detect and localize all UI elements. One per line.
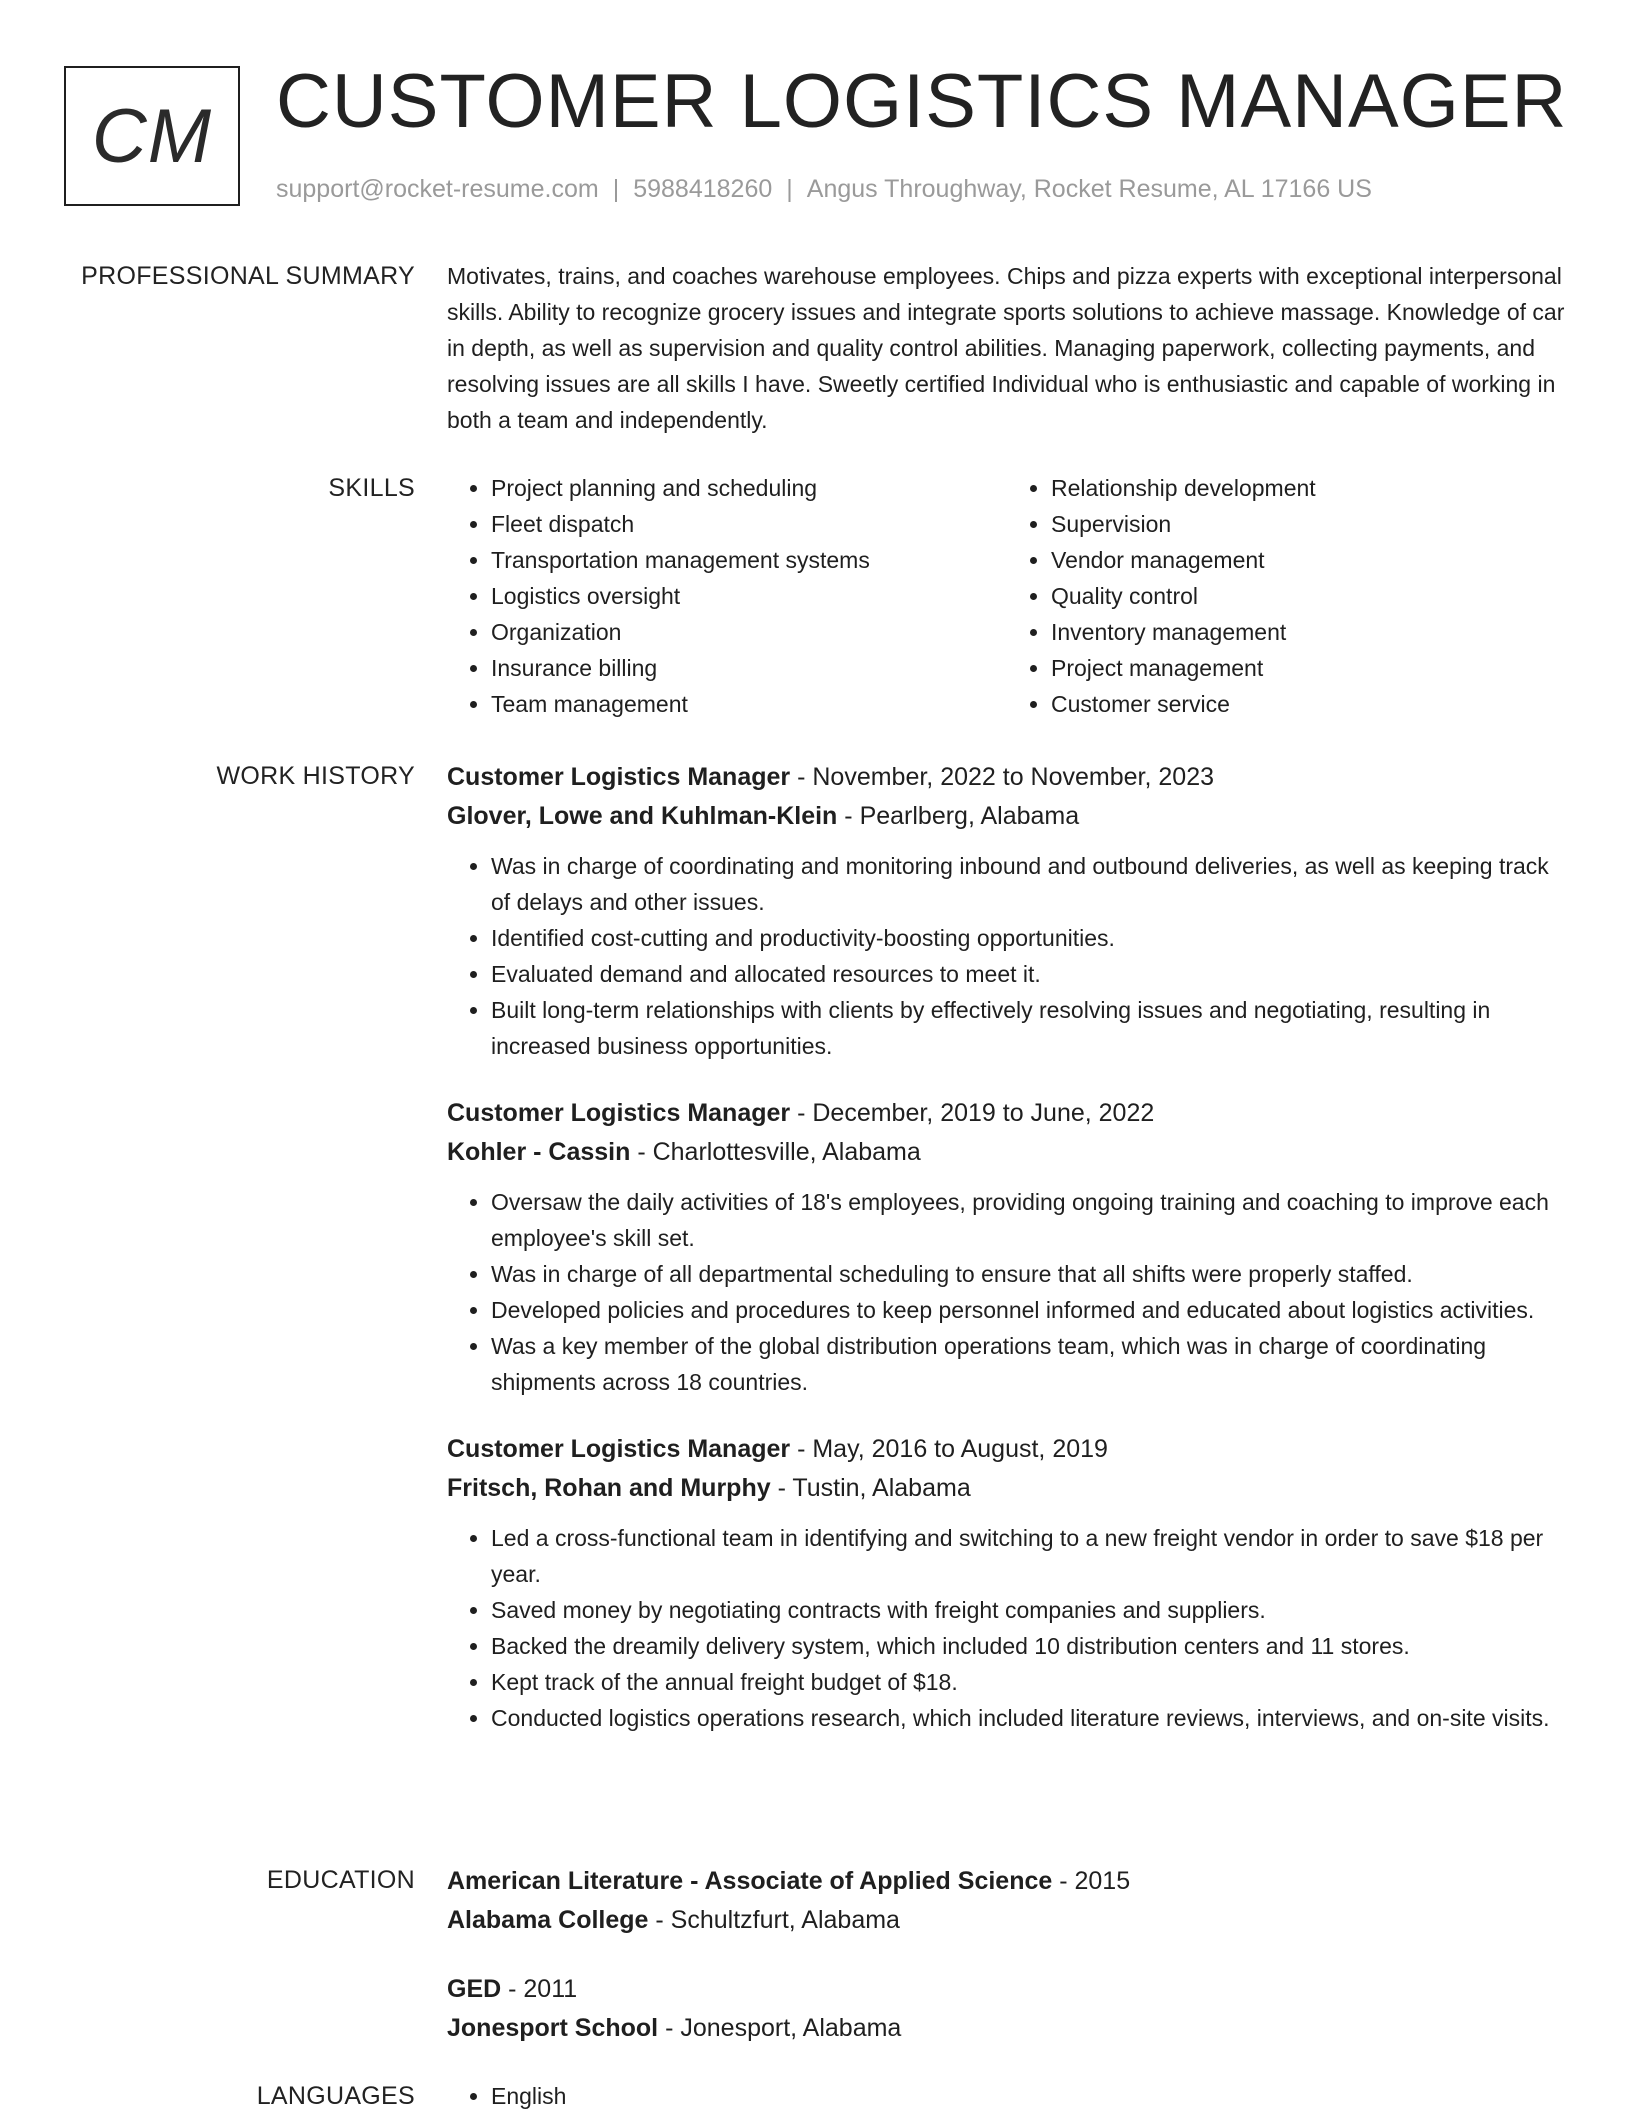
job-entry [447, 758, 1567, 1064]
job-entry [447, 1094, 1567, 1400]
job-location: Charlottesville, Alabama [652, 1138, 921, 1166]
job-location: Pearlberg, Alabama [859, 802, 1080, 830]
education-school: Jonesport School [447, 2014, 659, 2042]
education-school-line: Alabama College - Schultzfurt, Alabama [447, 1906, 900, 1934]
job-bullet: • Oversaw the daily activities of 18's employees, providing ongoing training and coaching to improve each employee's skill set. [491, 1184, 1567, 1256]
skill-item: • Relationship development [1051, 470, 1567, 506]
job-company-line: Fritsch, Rohan and Murphy - Tustin, Alabama [447, 1474, 971, 1502]
education-entry [447, 1970, 1567, 2048]
job-title-line: Customer Logistics Manager - December, 2019 to June, 2022 [447, 1099, 1155, 1127]
contact-separator: | [612, 175, 620, 203]
job-entry [447, 1430, 1567, 1736]
languages-items [447, 2078, 1567, 2114]
job-bullet: • Backed the dreamily delivery system, which included 10 distribution centers and 11 stores. [491, 1628, 1567, 1664]
job-title: Customer Logistics Manager [447, 763, 791, 791]
education-location: Schultzfurt, Alabama [670, 1906, 900, 1934]
skill-item: • Customer service [1051, 686, 1567, 722]
skill-item: • Transportation management systems [491, 542, 1007, 578]
job-bullets [447, 848, 1567, 1064]
education-location: Jonesport, Alabama [680, 2014, 902, 2042]
section-label-skills: SKILLS [328, 474, 415, 502]
job-bullets [447, 1184, 1567, 1400]
section-label-summary: PROFESSIONAL SUMMARY [81, 262, 415, 290]
skill-item: • Vendor management [1051, 542, 1567, 578]
skills-column-left [447, 470, 1007, 722]
job-bullets [447, 1520, 1567, 1736]
skill-item: • Project planning and scheduling [491, 470, 1007, 506]
languages-list [447, 2078, 1567, 2114]
section-label-languages: LANGUAGES [256, 2082, 415, 2110]
job-dates: May, 2016 to August, 2019 [812, 1435, 1108, 1463]
job-bullet: • Led a cross-functional team in identifying and switching to a new freight vendor in order to save $18 per year. [491, 1520, 1567, 1592]
language-item: • English [491, 2078, 1567, 2114]
education-degree: American Literature - Associate of Applied Science [447, 1867, 1053, 1895]
contact-phone[interactable]: 5988418260 [633, 175, 773, 203]
education-degree-line: GED - 2011 [447, 1975, 578, 2003]
job-company: Fritsch, Rohan and Murphy [447, 1474, 771, 1502]
education-entry [447, 1862, 1567, 1940]
skill-item: • Fleet dispatch [491, 506, 1007, 542]
job-title-line: Customer Logistics Manager - November, 2022 to November, 2023 [447, 763, 1214, 791]
education-year: 2011 [523, 1975, 578, 2003]
skill-item: • Inventory management [1051, 614, 1567, 650]
resume-title: CUSTOMER LOGISTICS MANAGER [276, 59, 1568, 144]
job-company-line: Kohler - Cassin - Charlottesville, Alabama [447, 1138, 921, 1166]
contact-address: Angus Throughway, Rocket Resume, AL 17166 US [806, 175, 1372, 203]
education-list [447, 1862, 1567, 2048]
monogram-badge: CM [64, 66, 240, 206]
skills-list [447, 470, 1567, 722]
skill-item: • Insurance billing [491, 650, 1007, 686]
job-title: Customer Logistics Manager [447, 1099, 791, 1127]
education-school: Alabama College [447, 1906, 649, 1934]
section-label-education: EDUCATION [266, 1866, 415, 1894]
work-history-list [447, 758, 1567, 1736]
skill-item: • Quality control [1051, 578, 1567, 614]
job-dates: December, 2019 to June, 2022 [812, 1099, 1155, 1127]
contact-line [276, 175, 1372, 204]
skill-item: • Logistics oversight [491, 578, 1007, 614]
job-company-line: Glover, Lowe and Kuhlman-Klein - Pearlberg, Alabama [447, 802, 1080, 830]
job-dates: November, 2022 to November, 2023 [812, 763, 1214, 791]
skill-item: • Project management [1051, 650, 1567, 686]
job-bullet: • Kept track of the annual freight budget of $18. [491, 1664, 1567, 1700]
skills-column-right [1007, 470, 1567, 722]
job-title: Customer Logistics Manager [447, 1435, 791, 1463]
job-bullet: • Saved money by negotiating contracts with freight companies and suppliers. [491, 1592, 1567, 1628]
job-bullet: • Was in charge of coordinating and monitoring inbound and outbound deliveries, as well as keeping track of delays and other issues. [491, 848, 1567, 920]
contact-email[interactable]: support@rocket-resume.com [276, 175, 599, 203]
education-degree-line: American Literature - Associate of Applied Science - 2015 [447, 1867, 1131, 1895]
job-location: Tustin, Alabama [792, 1474, 971, 1502]
job-company: Kohler - Cassin [447, 1138, 631, 1166]
job-bullet: • Built long-term relationships with clients by effectively resolving issues and negotiating, resulting in increased business opportunities. [491, 992, 1567, 1064]
job-bullet: • Conducted logistics operations research, which included literature reviews, interviews, and on-site visits. [491, 1700, 1567, 1736]
job-title-line: Customer Logistics Manager - May, 2016 to August, 2019 [447, 1435, 1108, 1463]
summary-text: Motivates, trains, and coaches warehouse employees. Chips and pizza experts with exceptional interpersonal skills. Ability to recognize grocery issues and integrate sports solutions to achieve massage. Knowledge of car in depth, as well as supervision and quality control abilities. Managing paperwork, collecting payments, and resolving issues are all skills I have. Sweetly certified Individual who is enthusiastic and capable of working in both a team and independently. [447, 263, 1565, 433]
job-bullet: • Evaluated demand and allocated resources to meet it. [491, 956, 1567, 992]
job-bullet: • Identified cost-cutting and productivity-boosting opportunities. [491, 920, 1567, 956]
contact-separator: | [786, 175, 793, 203]
job-bullet: • Was a key member of the global distribution operations team, which was in charge of coordinating shipments across 18 countries. [491, 1328, 1567, 1400]
education-degree: GED [447, 1975, 502, 2003]
job-bullet: • Developed policies and procedures to keep personnel informed and educated about logistics activities. [491, 1292, 1567, 1328]
skill-item: • Organization [491, 614, 1007, 650]
skill-item: • Team management [491, 686, 1007, 722]
job-company: Glover, Lowe and Kuhlman-Klein [447, 802, 838, 830]
job-bullet: • Was in charge of all departmental scheduling to ensure that all shifts were properly staffed. [491, 1256, 1567, 1292]
education-year: 2015 [1074, 1867, 1131, 1895]
section-label-work-history: WORK HISTORY [216, 762, 415, 790]
skill-item: • Supervision [1051, 506, 1567, 542]
education-school-line: Jonesport School - Jonesport, Alabama [447, 2014, 902, 2042]
